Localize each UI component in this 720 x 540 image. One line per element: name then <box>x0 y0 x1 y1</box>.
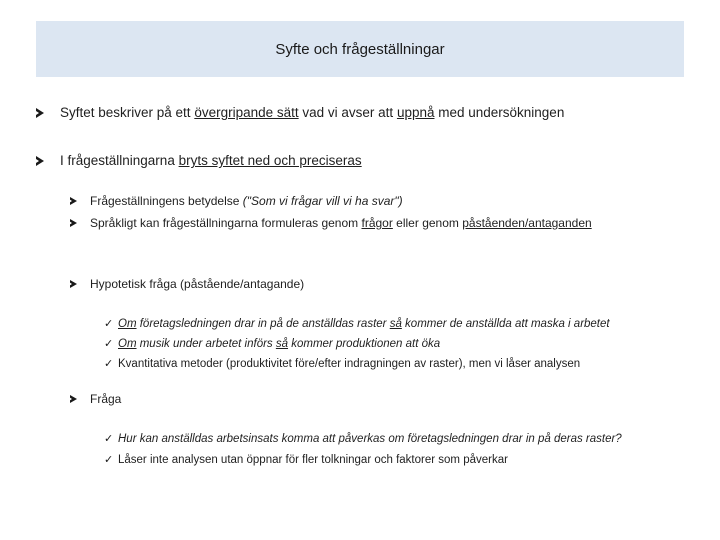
underlined-text: Om <box>118 338 137 350</box>
text-segment: vad vi avser att <box>298 105 397 120</box>
italic-text: ("Som vi frågar vill vi ha svar") <box>242 194 403 208</box>
underlined-text: påståenden/antaganden <box>462 216 592 230</box>
arrow-bullet-icon <box>36 156 60 166</box>
arrow-bullet-icon <box>70 197 84 205</box>
text-segment: Syftet beskriver på ett <box>60 105 195 120</box>
bullet-text <box>60 153 362 168</box>
underlined-text: uppnå <box>396 105 435 120</box>
check-mark-icon: ✓ <box>104 433 114 445</box>
check-mark-icon: ✓ <box>104 338 114 350</box>
bullet-hypothetical <box>70 277 304 291</box>
underlined-text: bryts syftet ned och preciseras <box>178 153 362 168</box>
bullet-text: Hypotetisk fråga (påstående/antagande) <box>90 277 305 291</box>
arrow-bullet-icon <box>70 219 84 227</box>
underlined-text: så <box>275 338 289 350</box>
underlined-text: Om <box>118 318 137 330</box>
check-mark-icon: ✓ <box>104 358 114 370</box>
bullet-questions <box>36 153 362 168</box>
check-text <box>118 318 610 330</box>
text-segment: kommer de anställda att maska i arbetet <box>401 318 610 330</box>
arrow-bullet-icon <box>70 395 84 403</box>
bullet-text <box>60 105 564 120</box>
text-segment: Språkligt kan frågeställningarna formuleras genom <box>90 216 362 230</box>
check-item-how <box>104 432 622 445</box>
bullet-purpose <box>36 105 564 120</box>
underlined-text: så <box>389 318 402 330</box>
text-segment: musik under arbetet införs <box>136 338 276 350</box>
bullet-question <box>70 392 121 406</box>
arrow-bullet-icon <box>70 280 84 288</box>
title-box <box>36 21 684 77</box>
bullet-text <box>90 216 592 230</box>
bullet-text: Fråga <box>90 392 122 406</box>
underlined-text: frågor <box>361 216 393 230</box>
check-item-quantitative <box>104 357 580 370</box>
underlined-text: övergripande sätt <box>194 105 299 120</box>
check-text: Låser inte analysen utan öppnar för fler tolkningar och faktorer som påverkar <box>118 454 508 466</box>
text-segment: eller genom <box>392 216 463 230</box>
check-item-open <box>104 453 508 466</box>
text-segment: kommer produktionen att öka <box>288 338 441 350</box>
check-mark-icon: ✓ <box>104 454 114 466</box>
check-mark-icon: ✓ <box>104 318 114 330</box>
check-item-breaks <box>104 317 610 330</box>
text-segment: Frågeställningens betydelse <box>90 194 243 208</box>
arrow-bullet-icon <box>36 108 60 118</box>
check-item-music <box>104 337 440 350</box>
bullet-significance <box>70 194 403 208</box>
text-segment: I frågeställningarna <box>60 153 179 168</box>
bullet-text <box>90 194 403 208</box>
bullet-language <box>70 216 592 230</box>
text-segment: företagsledningen drar in på de anställdas raster <box>136 318 390 330</box>
slide-title: Syfte och frågeställningar <box>275 40 445 58</box>
text-segment: med undersökningen <box>434 105 565 120</box>
check-text: Hur kan anställdas arbetsinsats komma att påverkas om företagsledningen drar in på deras raster? <box>118 433 622 445</box>
check-text: Kvantitativa metoder (produktivitet före/efter indragningen av raster), men vi låser analysen <box>118 358 581 370</box>
check-text <box>118 338 440 350</box>
